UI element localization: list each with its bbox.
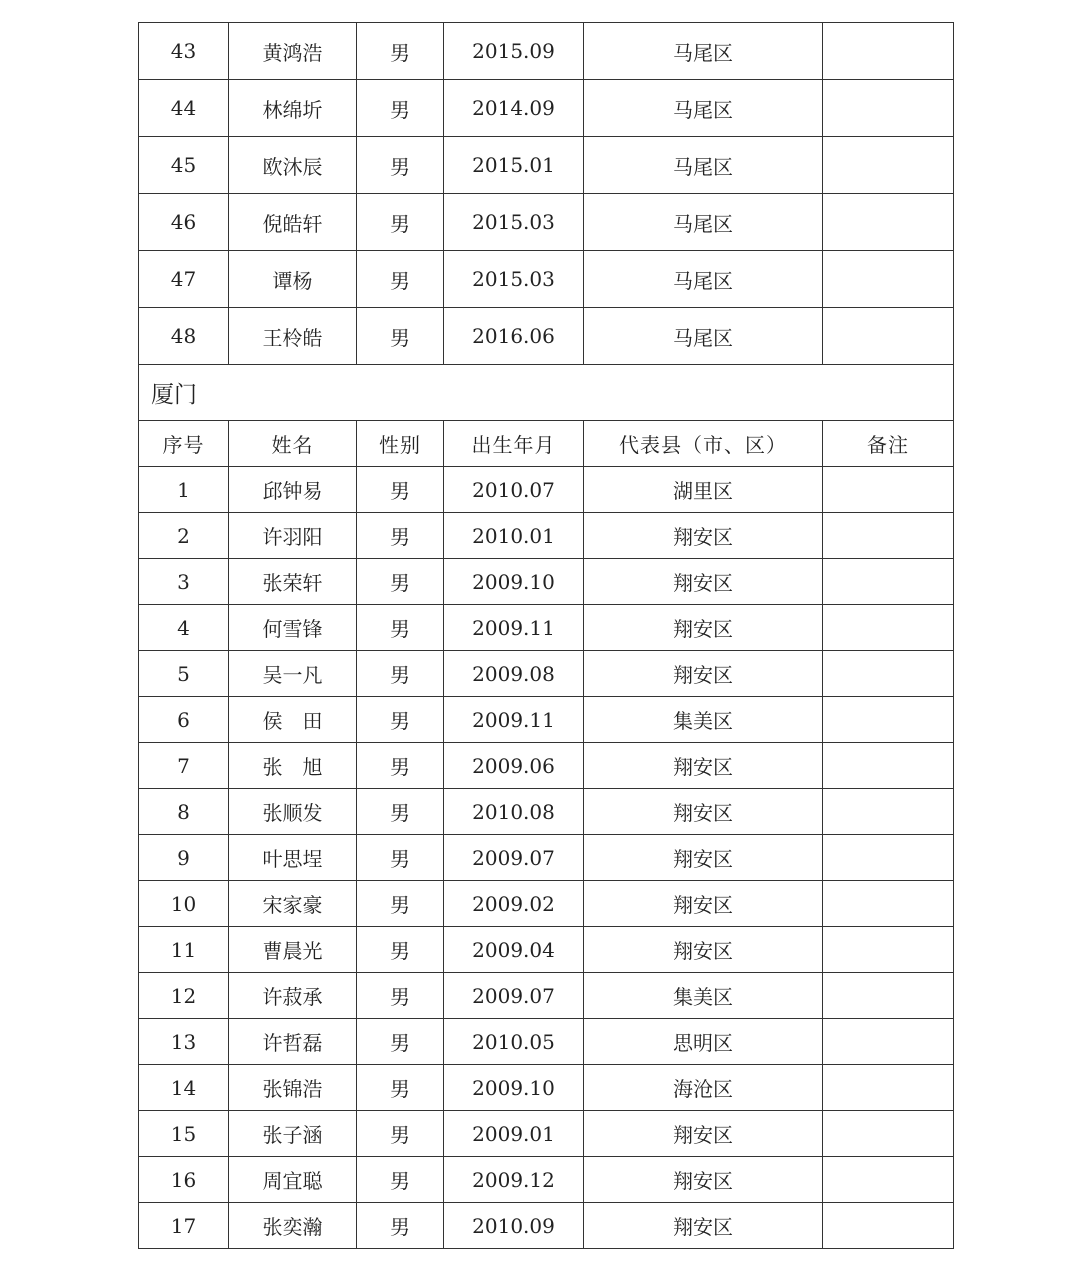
table-row: [139, 605, 954, 651]
serial-number-cell: 47: [139, 251, 229, 308]
remarks-cell: [823, 1111, 954, 1157]
birth-date-cell: 2014.09: [444, 80, 584, 137]
serial-number-cell: 46: [139, 194, 229, 251]
table-row: [139, 973, 954, 1019]
remarks-cell: [823, 835, 954, 881]
birth-date-cell: 2009.10: [444, 559, 584, 605]
name-cell: 倪皓轩: [229, 194, 357, 251]
district-cell: 马尾区: [584, 137, 823, 194]
remarks-cell: [823, 1019, 954, 1065]
remarks-cell: [823, 137, 954, 194]
birth-date-cell: 2009.07: [444, 973, 584, 1019]
name-cell: 张子涵: [229, 1111, 357, 1157]
gender-cell: 男: [357, 559, 444, 605]
district-cell: 翔安区: [584, 789, 823, 835]
birth-date-cell: 2009.11: [444, 697, 584, 743]
name-cell: 张锦浩: [229, 1065, 357, 1111]
serial-number-cell: 7: [139, 743, 229, 789]
birth-date-cell: 2015.01: [444, 137, 584, 194]
birth-date-cell: 2009.11: [444, 605, 584, 651]
remarks-cell: [823, 605, 954, 651]
serial-number-cell: 1: [139, 467, 229, 513]
birth-date-cell: 2009.06: [444, 743, 584, 789]
name-cell: 侯 田: [229, 697, 357, 743]
remarks-cell: [823, 1203, 954, 1249]
gender-cell: 男: [357, 513, 444, 559]
birth-date-cell: 2010.08: [444, 789, 584, 835]
name-cell: 黄鸿浩: [229, 23, 357, 80]
birth-date-cell: 2009.01: [444, 1111, 584, 1157]
district-cell: 翔安区: [584, 1111, 823, 1157]
table-row: [139, 251, 954, 308]
name-cell: 张荣轩: [229, 559, 357, 605]
roster-table: [138, 22, 954, 1249]
name-cell: 林绵圻: [229, 80, 357, 137]
name-cell: 宋家豪: [229, 881, 357, 927]
birth-date-cell: 2009.02: [444, 881, 584, 927]
serial-number-cell: 14: [139, 1065, 229, 1111]
name-cell: 吴一凡: [229, 651, 357, 697]
birth-date-cell: 2015.03: [444, 194, 584, 251]
serial-number-cell: 5: [139, 651, 229, 697]
serial-number-cell: 11: [139, 927, 229, 973]
gender-cell: 男: [357, 80, 444, 137]
district-cell: 海沧区: [584, 1065, 823, 1111]
district-cell: 代表县（市、区）: [584, 421, 823, 467]
gender-cell: 男: [357, 605, 444, 651]
remarks-cell: [823, 881, 954, 927]
remarks-cell: 备注: [823, 421, 954, 467]
serial-number-cell: 13: [139, 1019, 229, 1065]
name-cell: 欧沐辰: [229, 137, 357, 194]
section-title: 厦门: [139, 365, 954, 421]
serial-number-cell: 4: [139, 605, 229, 651]
serial-number-cell: 10: [139, 881, 229, 927]
name-cell: 谭杨: [229, 251, 357, 308]
district-cell: 翔安区: [584, 927, 823, 973]
remarks-cell: [823, 927, 954, 973]
birth-date-cell: 2010.01: [444, 513, 584, 559]
gender-cell: 男: [357, 1203, 444, 1249]
remarks-cell: [823, 1157, 954, 1203]
table-row: [139, 80, 954, 137]
table-row: [139, 137, 954, 194]
district-cell: 马尾区: [584, 80, 823, 137]
remarks-cell: [823, 513, 954, 559]
gender-cell: 男: [357, 308, 444, 365]
remarks-cell: [823, 743, 954, 789]
serial-number-cell: 3: [139, 559, 229, 605]
gender-cell: 男: [357, 835, 444, 881]
roster-body: [139, 23, 954, 1249]
birth-date-cell: 2010.09: [444, 1203, 584, 1249]
birth-date-cell: 2010.07: [444, 467, 584, 513]
name-cell: 许哲磊: [229, 1019, 357, 1065]
table-row: [139, 789, 954, 835]
gender-cell: 男: [357, 251, 444, 308]
table-row: [139, 881, 954, 927]
district-cell: 思明区: [584, 1019, 823, 1065]
birth-date-cell: 出生年月: [444, 421, 584, 467]
gender-cell: 男: [357, 1111, 444, 1157]
section-row: [139, 365, 954, 421]
district-cell: 集美区: [584, 697, 823, 743]
serial-number-cell: 48: [139, 308, 229, 365]
name-cell: 张 旭: [229, 743, 357, 789]
table-row: [139, 1065, 954, 1111]
table-row: [139, 1111, 954, 1157]
remarks-cell: [823, 467, 954, 513]
gender-cell: 男: [357, 1019, 444, 1065]
table-row: [139, 308, 954, 365]
gender-cell: 男: [357, 697, 444, 743]
gender-cell: 男: [357, 1065, 444, 1111]
remarks-cell: [823, 194, 954, 251]
gender-cell: 男: [357, 881, 444, 927]
gender-cell: 男: [357, 23, 444, 80]
serial-number-cell: 15: [139, 1111, 229, 1157]
district-cell: 翔安区: [584, 651, 823, 697]
remarks-cell: [823, 651, 954, 697]
gender-cell: 男: [357, 743, 444, 789]
table-row: [139, 1157, 954, 1203]
remarks-cell: [823, 23, 954, 80]
district-cell: 马尾区: [584, 194, 823, 251]
remarks-cell: [823, 559, 954, 605]
district-cell: 翔安区: [584, 743, 823, 789]
district-cell: 马尾区: [584, 23, 823, 80]
name-cell: 张奕瀚: [229, 1203, 357, 1249]
gender-cell: 男: [357, 194, 444, 251]
serial-number-cell: 12: [139, 973, 229, 1019]
table-row: [139, 1203, 954, 1249]
table-row: [139, 927, 954, 973]
gender-cell: 男: [357, 1157, 444, 1203]
birth-date-cell: 2009.12: [444, 1157, 584, 1203]
district-cell: 翔安区: [584, 1157, 823, 1203]
district-cell: 翔安区: [584, 513, 823, 559]
gender-cell: 男: [357, 789, 444, 835]
name-cell: 王柃皓: [229, 308, 357, 365]
serial-number-cell: 2: [139, 513, 229, 559]
table-row: [139, 23, 954, 80]
gender-cell: 男: [357, 973, 444, 1019]
gender-cell: 男: [357, 467, 444, 513]
name-cell: 许羽阳: [229, 513, 357, 559]
remarks-cell: [823, 308, 954, 365]
district-cell: 马尾区: [584, 251, 823, 308]
remarks-cell: [823, 1065, 954, 1111]
remarks-cell: [823, 251, 954, 308]
table-row: [139, 651, 954, 697]
table-row: [139, 1019, 954, 1065]
birth-date-cell: 2015.09: [444, 23, 584, 80]
district-cell: 翔安区: [584, 1203, 823, 1249]
district-cell: 翔安区: [584, 881, 823, 927]
district-cell: 翔安区: [584, 605, 823, 651]
birth-date-cell: 2010.05: [444, 1019, 584, 1065]
birth-date-cell: 2009.08: [444, 651, 584, 697]
district-cell: 集美区: [584, 973, 823, 1019]
serial-number-cell: 43: [139, 23, 229, 80]
serial-number-cell: 44: [139, 80, 229, 137]
remarks-cell: [823, 973, 954, 1019]
gender-cell: 男: [357, 651, 444, 697]
gender-cell: 性别: [357, 421, 444, 467]
remarks-cell: [823, 697, 954, 743]
serial-number-cell: 17: [139, 1203, 229, 1249]
district-cell: 马尾区: [584, 308, 823, 365]
district-cell: 湖里区: [584, 467, 823, 513]
serial-number-cell: 8: [139, 789, 229, 835]
name-cell: 曹晨光: [229, 927, 357, 973]
district-cell: 翔安区: [584, 559, 823, 605]
serial-number-cell: 6: [139, 697, 229, 743]
name-cell: 张顺发: [229, 789, 357, 835]
birth-date-cell: 2015.03: [444, 251, 584, 308]
table-row: [139, 835, 954, 881]
name-cell: 邱钟易: [229, 467, 357, 513]
birth-date-cell: 2009.07: [444, 835, 584, 881]
name-cell: 何雪锋: [229, 605, 357, 651]
table-row: [139, 194, 954, 251]
serial-number-cell: 16: [139, 1157, 229, 1203]
remarks-cell: [823, 80, 954, 137]
table-row: [139, 697, 954, 743]
table-row: [139, 467, 954, 513]
header-row: [139, 421, 954, 467]
gender-cell: 男: [357, 927, 444, 973]
name-cell: 周宜聪: [229, 1157, 357, 1203]
table-row: [139, 559, 954, 605]
gender-cell: 男: [357, 137, 444, 194]
serial-number-cell: 45: [139, 137, 229, 194]
birth-date-cell: 2016.06: [444, 308, 584, 365]
table-row: [139, 513, 954, 559]
serial-number-cell: 序号: [139, 421, 229, 467]
birth-date-cell: 2009.04: [444, 927, 584, 973]
remarks-cell: [823, 789, 954, 835]
name-cell: 许菽承: [229, 973, 357, 1019]
table-row: [139, 743, 954, 789]
name-cell: 姓名: [229, 421, 357, 467]
birth-date-cell: 2009.10: [444, 1065, 584, 1111]
serial-number-cell: 9: [139, 835, 229, 881]
district-cell: 翔安区: [584, 835, 823, 881]
name-cell: 叶思埕: [229, 835, 357, 881]
